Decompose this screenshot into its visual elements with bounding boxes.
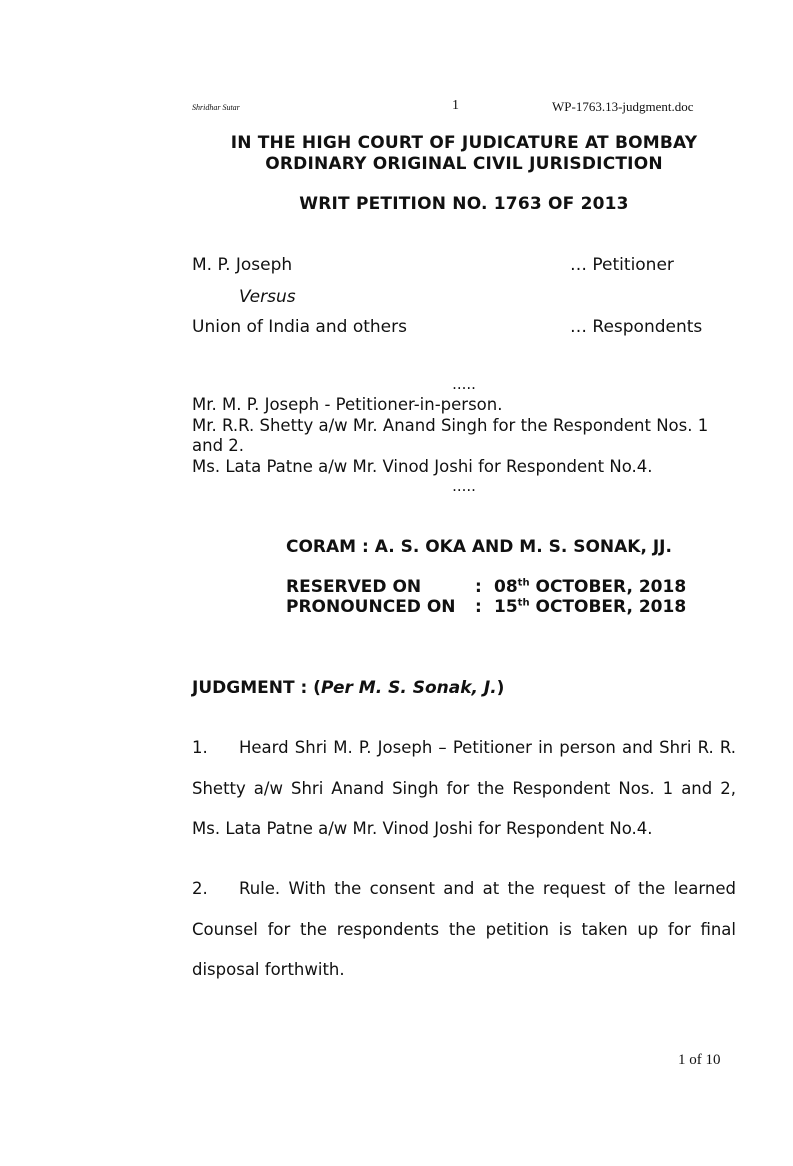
- reserved-on-label: RESERVED ON: [286, 577, 422, 597]
- pronounced-on-label: PRONOUNCED ON: [286, 597, 456, 617]
- paragraph-1: [192, 728, 736, 850]
- pronounced-day: 15: [494, 597, 518, 617]
- reserved-day: 08: [494, 577, 518, 597]
- petitioner-name: M. P. Joseph: [192, 255, 293, 275]
- paragraph-number: 1.: [192, 738, 208, 757]
- pronounced-day-suffix: th: [517, 597, 530, 609]
- counsel-list: [192, 395, 736, 477]
- court-title-line1: IN THE HIGH COURT OF JUDICATURE AT BOMBAY: [230, 133, 698, 153]
- counsel-line-respondents-1-2: Mr. R.R. Shetty a/w Mr. Anand Singh for the Respondent Nos. 1 and 2.: [192, 415, 709, 455]
- reserved-month-year: OCTOBER, 2018: [535, 577, 687, 597]
- header-author: Shridhar Sutar: [192, 103, 240, 112]
- court-title-line2: ORDINARY ORIGINAL CIVIL JURISDICTION: [265, 154, 663, 174]
- pronounced-on-colon: :: [475, 597, 482, 617]
- paragraph-text: Heard Shri M. P. Joseph – Petitioner in person and Shri R. R. Shetty a/w Shri Anand Singh for the Respondent Nos. 1 and 2, Ms. Lata Patne a/w Mr. Vinod Joshi for Respondent No.4.: [192, 738, 736, 838]
- separator-top: .....: [452, 375, 476, 393]
- counsel-line-petitioner: Mr. M. P. Joseph - Petitioner-in-person.: [192, 395, 503, 414]
- paragraph-number: 2.: [192, 879, 208, 898]
- header-file-name: WP-1763.13-judgment.doc: [552, 99, 694, 114]
- judgment-label: JUDGMENT : (: [192, 678, 321, 698]
- paragraph-text: Rule. With the consent and at the request of the learned Counsel for the respondents the petition is taken up for final disposal forthwith.: [192, 879, 736, 979]
- pronounced-month-year: OCTOBER, 2018: [535, 597, 687, 617]
- separator-bottom: .....: [452, 477, 476, 495]
- respondent-role: … Respondents: [570, 317, 703, 337]
- judgment-close: ): [496, 678, 505, 698]
- paragraph-2: [192, 869, 736, 991]
- respondent-name: Union of India and others: [192, 317, 407, 337]
- versus-label: Versus: [239, 287, 296, 307]
- header-page-number: 1: [452, 98, 459, 113]
- petitioner-role: … Petitioner: [570, 255, 674, 275]
- judgment-per: Per M. S. Sonak, J.: [320, 678, 497, 698]
- judgment-heading: [192, 678, 504, 698]
- footer-page-count: 1 of 10: [678, 1052, 721, 1068]
- counsel-line-respondent-4: Ms. Lata Patne a/w Mr. Vinod Joshi for Respondent No.4.: [192, 456, 653, 476]
- pronounced-on-date: [494, 597, 686, 617]
- reserved-on-date: [494, 577, 686, 597]
- reserved-on-colon: :: [475, 577, 482, 597]
- reserved-day-suffix: th: [517, 577, 530, 589]
- petition-number: WRIT PETITION NO. 1763 OF 2013: [299, 194, 629, 214]
- coram: CORAM : A. S. OKA AND M. S. SONAK, JJ.: [286, 537, 672, 557]
